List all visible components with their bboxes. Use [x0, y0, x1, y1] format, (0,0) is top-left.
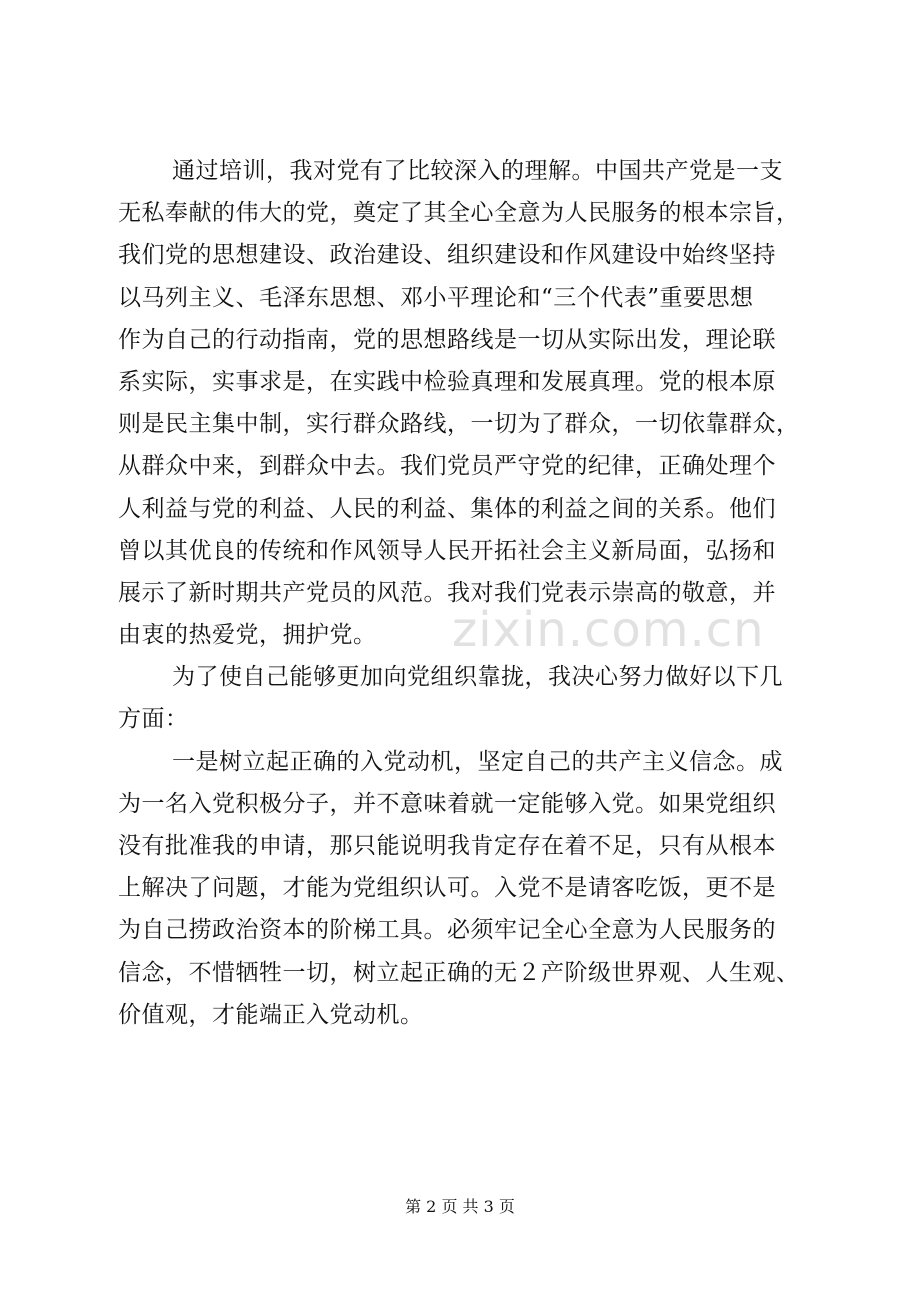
paragraph-line: 作为自己的行动指南，党的思想路线是一切从实际出发，理论联	[118, 326, 776, 353]
paragraph-line: 为自己捞政治资本的阶梯工具。必须牢记全心全意为人民服务的	[118, 917, 776, 944]
body-text	[118, 150, 818, 1036]
paragraph-line: 由衷的热爱党，拥护党。	[118, 622, 377, 649]
paragraph-line: 方面：	[118, 706, 189, 733]
paragraph-line: 则是民主集中制，实行群众路线，一切为了群众，一切依靠群众，	[118, 411, 800, 438]
watermark: zixin.com.cn	[452, 602, 765, 658]
page-footer: 第 2 页 共 3 页	[405, 1197, 515, 1216]
paragraph-line: 人利益与党的利益、人民的利益、集体的利益之间的关系。他们	[118, 495, 776, 522]
paragraph-line: 系实际，实事求是，在实践中检验真理和发展真理。党的根本原	[118, 368, 776, 395]
paragraph-line: 一是树立起正确的入党动机，坚定自己的共产主义信念。成	[172, 748, 783, 775]
paragraph-line: 价值观，才能端正入党动机。	[118, 1001, 424, 1028]
paragraph-line: 为一名入党积极分子，并不意味着就一定能够入党。如果党组织	[118, 790, 776, 817]
paragraph-line: 我们党的思想建设、政治建设、组织建设和作风建设中始终坚持	[118, 242, 776, 269]
paragraph-line: 为了使自己能够更加向党组织靠拢，我决心努力做好以下几	[172, 664, 783, 691]
paragraph-line: 曾以其优良的传统和作风领导人民开拓社会主义新局面，弘扬和	[118, 537, 776, 564]
paragraph-line: 从群众中来，到群众中去。我们党员严守党的纪律，正确处理个	[118, 453, 776, 480]
paragraph-line: 信念，不惜牺牲一切，树立起正确的无２产阶级世界观、人生观、	[118, 959, 800, 986]
paragraph-line: 展示了新时期共产党员的风范。我对我们党表示崇高的敬意，并	[118, 579, 776, 606]
paragraph-line: 没有批准我的申请，那只能说明我肯定存在着不足，只有从根本	[118, 833, 776, 859]
paragraph-line: 无私奉献的伟大的党，奠定了其全心全意为人民服务的根本宗旨，	[118, 200, 800, 227]
paragraph-line: 以马列主义、毛泽东思想、邓小平理论和“三个代表”重要思想	[118, 284, 754, 311]
paragraph-line: 上解决了问题，才能为党组织认可。入党不是请客吃饭，更不是	[118, 875, 776, 902]
paragraph-line: 通过培训，我对党有了比较深入的理解。中国共产党是一支	[172, 158, 783, 184]
